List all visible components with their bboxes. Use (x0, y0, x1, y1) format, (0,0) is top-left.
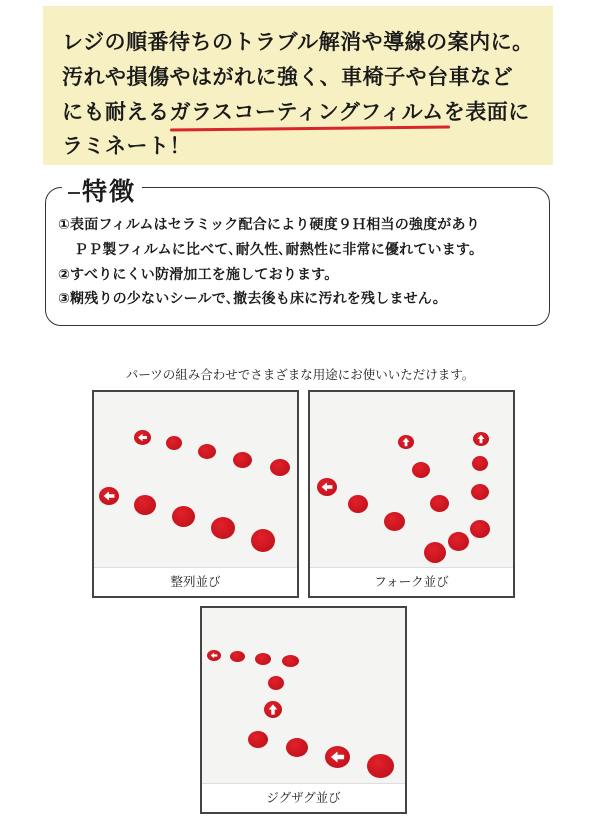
arrow-marker (317, 478, 337, 496)
floor-dot (472, 456, 488, 471)
floor-dot (166, 436, 182, 450)
photo-label: 整列並び (94, 567, 297, 596)
floor-dot (412, 462, 430, 478)
intro-line-2: 汚れや損傷やはがれに強く、車椅子や台車など (62, 65, 514, 89)
floor-dot (367, 754, 394, 778)
photo-label: フォーク並び (310, 567, 513, 596)
floor-dot (211, 517, 235, 539)
floor-dot (134, 495, 156, 515)
intro-line-4: ラミネート！ (62, 134, 191, 158)
floor-dot (348, 495, 368, 513)
feature-item-1: ①表面フィルムはセラミック配合により硬度９Ｈ相当の強度があり (58, 217, 480, 233)
highlight-text (170, 100, 444, 124)
arrow-marker (264, 701, 282, 718)
intro-line-3-pre: にも耐える (62, 100, 170, 124)
left-arrow-icon (325, 746, 350, 768)
intro-line-3 (62, 96, 530, 126)
features-title (62, 172, 142, 208)
intro-banner (43, 6, 553, 165)
floor-dot (286, 738, 308, 757)
feature-item-2: ②すべりにくい防滑加工を施しております。 (58, 267, 339, 283)
floor-dot (233, 452, 252, 468)
red-underline (169, 126, 449, 132)
floor-dot (430, 495, 449, 512)
floor-dot (384, 512, 405, 531)
floor-dot (282, 655, 299, 667)
feature-item-1-continued: ＰＰ製フィルムに比べて､耐久性､耐熱性に非常に優れています。 (74, 242, 484, 258)
floor-dot (448, 532, 469, 551)
feature-item-3: ③糊残りの少ないシールで､撤去後も床に汚れを残しません。 (58, 291, 448, 307)
arrow-marker (325, 746, 350, 768)
floor-dot (251, 529, 275, 552)
floor-dot (198, 444, 216, 459)
highlight-label: ガラスコーティングフィルム (169, 100, 444, 124)
left-arrow-icon (99, 487, 119, 505)
up-arrow-icon (398, 435, 414, 449)
floor-dot (471, 484, 489, 500)
floor-dot (255, 653, 271, 665)
arrow-marker (207, 650, 221, 661)
floor-dot (172, 506, 195, 527)
floor-dot (268, 676, 284, 690)
floor-dot (230, 651, 245, 662)
arrow-marker (398, 435, 414, 449)
title-dash (68, 192, 80, 194)
up-arrow-icon (473, 432, 489, 446)
arrow-marker (134, 430, 151, 445)
left-arrow-icon (134, 430, 151, 445)
photo-aligned-queue (92, 390, 299, 598)
floor-dot (470, 520, 490, 538)
features-title-text: 特徴 (82, 177, 137, 206)
arrow-marker (99, 487, 119, 505)
left-arrow-icon (317, 478, 337, 496)
intro-line-3-post: を表面に (443, 100, 530, 124)
arrow-marker (473, 432, 489, 446)
left-arrow-icon (207, 650, 221, 661)
floor-dot (424, 542, 446, 563)
up-arrow-icon (264, 701, 282, 718)
photo-zigzag-queue (200, 606, 407, 814)
usage-caption: パーツの組み合わせでさまざまな用途にお使いいただけます。 (125, 367, 475, 382)
photo-fork-queue (308, 390, 515, 598)
intro-line-1: レジの順番待ちのトラブル解消や導線の案内に。 (62, 30, 534, 54)
floor-dot (270, 459, 290, 476)
floor-dot (248, 731, 268, 748)
photo-label: ジグザグ並び (202, 783, 405, 812)
